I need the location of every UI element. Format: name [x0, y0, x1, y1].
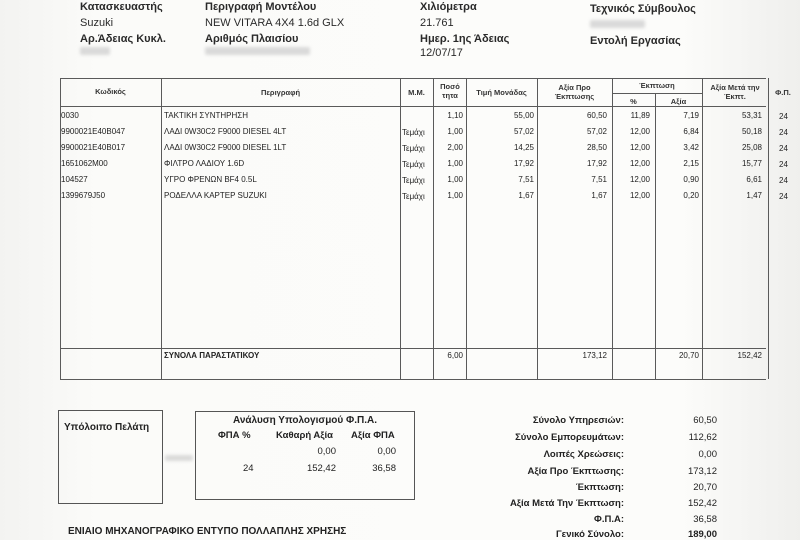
row-vat: 24 [779, 128, 788, 137]
customer-balance-box [58, 410, 163, 504]
customer-balance-label: Υπόλοιπο Πελάτη [64, 422, 150, 433]
col-line [400, 78, 401, 379]
vat-row-net: 152,42 [306, 463, 336, 474]
redacted-advisor [590, 20, 645, 28]
row-unit: Τεμάχι [402, 192, 425, 201]
summary-value: 112,62 [688, 432, 717, 443]
row-value-after: 1,47 [746, 191, 762, 200]
summary-value: 152,42 [687, 498, 717, 509]
row-description: ΤΑΚΤΙΚΗ ΣΥΝΤΗΡΗΣΗ [164, 111, 248, 120]
row-unit-price: 55,00 [513, 111, 534, 120]
row-unit-price: 17,92 [513, 159, 534, 168]
discount-sub-line [613, 93, 703, 94]
row-qty: 1,00 [447, 191, 463, 200]
col-line [433, 78, 434, 379]
row-value-before: 57,02 [586, 127, 607, 136]
row-discount-value: 6,84 [683, 127, 699, 136]
totals-top-line [60, 348, 766, 349]
header-value-after: Αξία Μετά την Έκπτ. [710, 83, 760, 101]
col-line [161, 78, 162, 379]
grand-total-value: 189,00 [687, 529, 717, 540]
row-unit: Τεμάχι [402, 128, 425, 137]
vat-col-vat: Αξία ΦΠΑ [351, 430, 395, 441]
row-code: 1399679J50 [61, 191, 106, 200]
row-discount-pct: 12,00 [629, 159, 650, 168]
row-value-before: 17,92 [586, 159, 607, 168]
row-discount-value: 3,42 [683, 143, 699, 152]
row-discount-pct: 11,89 [630, 111, 650, 120]
redacted-mark [165, 455, 193, 461]
vat-col-rate: ΦΠΑ % [218, 430, 251, 441]
row-value-before: 60,50 [586, 111, 607, 120]
header-qty: Ποσό τητα [440, 82, 460, 100]
header-unit: Μ.Μ. [408, 88, 425, 97]
row-discount-value: 7,19 [683, 111, 699, 120]
col-line [537, 78, 538, 379]
vat-row-net: 0,00 [317, 446, 336, 457]
work-order-label: Εντολή Εργασίας [590, 35, 681, 47]
row-code: 1651062M00 [61, 159, 108, 168]
col-line [612, 78, 613, 379]
row-value-before: 7,51 [591, 175, 607, 184]
col-line [702, 78, 703, 379]
row-vat: 24 [779, 112, 788, 121]
row-discount-pct: 12,00 [629, 143, 650, 152]
chassis-label: Αριθμός Πλαισίου [205, 33, 299, 45]
row-description: ΛΑΔΙ 0W30C2 F9000 DIESEL 1LT [164, 143, 287, 152]
vat-row-vat: 0,00 [377, 446, 396, 457]
col-line [466, 78, 467, 379]
row-description: ΛΑΔΙ 0W30C2 F9000 DIESEL 4LT [164, 127, 287, 136]
summary-label: Σύνολο Εμπορευμάτων: [515, 432, 624, 443]
first-license-value: 12/07/17 [420, 47, 463, 59]
redacted-chassis [205, 47, 310, 55]
totals-label: ΣΥΝΟΛΑ ΠΑΡΑΣΤΑΤΙΚΟΥ [164, 351, 260, 360]
row-qty: 1,00 [447, 127, 463, 136]
row-vat: 24 [779, 176, 788, 185]
header-discount-value: Αξία [670, 97, 687, 106]
totals-discount-value: 20,70 [678, 351, 699, 360]
summary-label: Γενικό Σύνολο: [555, 529, 624, 540]
summary-label: Φ.Π.Α: [594, 514, 624, 525]
row-vat: 24 [779, 192, 788, 201]
tech-advisor-label: Τεχνικός Σύμβουλος [590, 3, 696, 15]
row-value-after: 50,18 [741, 127, 762, 136]
km-value: 21.761 [420, 17, 454, 29]
row-unit-price: 1,67 [518, 191, 534, 200]
row-unit-price: 7,51 [518, 175, 534, 184]
manufacturer-label: Κατασκευαστής [80, 1, 163, 13]
row-description: ΦΙΛΤΡΟ ΛΑΔΙΟΥ 1.6D [164, 159, 245, 168]
vat-analysis-box [195, 411, 415, 500]
vat-col-net: Καθαρή Αξία [276, 430, 333, 441]
row-value-after: 6,61 [746, 175, 762, 184]
row-value-before: 28,50 [586, 143, 607, 152]
row-code: 0030 [61, 111, 79, 120]
row-unit: Τεμάχι [402, 160, 425, 169]
totals-value-before: 173,12 [582, 351, 607, 360]
row-discount-pct: 12,00 [629, 191, 650, 200]
row-code: 9900021E40B047 [61, 127, 126, 136]
header-code: Κωδικός [95, 87, 126, 96]
row-unit-price: 14,25 [513, 143, 534, 152]
summary-label: Λοιπές Χρεώσεις: [543, 449, 624, 460]
manufacturer-value: Suzuki [80, 17, 114, 29]
table-bottom-line [60, 379, 766, 380]
row-unit-price: 57,02 [513, 127, 534, 136]
row-description: ΥΓΡΟ ΦΡΕΝΩΝ BF4 0.5L [164, 175, 257, 184]
header-unit-price: Τιμή Μονάδας [476, 88, 527, 97]
summary-label: Σύνολο Υπηρεσιών: [532, 415, 624, 426]
summary-value: 173,12 [687, 466, 717, 477]
row-description: ΡΟΔΕΛΛΑ ΚΑΡΤΕΡ SUZUKI [164, 191, 267, 200]
footer-text: ΕΝΙΑΙΟ ΜΗΧΑΝΟΓΡΑΦΙΚΟ ΕΝΤΥΠΟ ΠΟΛΛΑΠΛΗΣ ΧΡΗΣΗΣ [68, 526, 347, 537]
row-unit: Τεμάχι [402, 144, 425, 153]
summary-label: Έκπτωση: [575, 482, 624, 493]
row-code: 104527 [61, 175, 88, 184]
header-discount-pct: % [630, 97, 637, 106]
redacted-license [80, 47, 110, 55]
header-description: Περιγραφή [260, 88, 301, 97]
totals-qty: 6,00 [447, 351, 463, 360]
km-label: Χιλιόμετρα [420, 1, 477, 13]
summary-value: 0,00 [698, 449, 717, 460]
row-qty: 2,00 [447, 143, 463, 152]
header-vat: Φ.Π. [775, 88, 791, 97]
totals-value-after: 152,42 [737, 351, 762, 360]
row-qty: 1,00 [447, 175, 463, 184]
col-line [768, 78, 769, 379]
row-value-before: 1,67 [591, 191, 607, 200]
row-value-after: 15,77 [741, 159, 762, 168]
row-unit: Τεμάχι [402, 176, 425, 185]
row-code: 9900021E40B017 [61, 143, 126, 152]
summary-value: 36,58 [693, 514, 717, 525]
row-vat: 24 [779, 160, 788, 169]
model-label: Περιγραφή Μοντέλου [205, 1, 317, 13]
summary-label: Αξία Μετά Την Έκπτωση: [509, 498, 624, 509]
table-top-line [60, 78, 766, 79]
table-header-bottom [60, 106, 766, 107]
vat-analysis-title: Ανάλυση Υπολογισμού Φ.Π.Α. [232, 415, 378, 426]
row-discount-value: 0,90 [683, 175, 699, 184]
row-value-after: 25,08 [741, 143, 762, 152]
col-line [60, 78, 61, 379]
row-vat: 24 [779, 144, 788, 153]
row-qty: 1,10 [447, 111, 463, 120]
model-value: NEW VITARA 4X4 1.6d GLX [205, 17, 345, 29]
vat-row-rate: 24 [243, 463, 254, 474]
row-discount-pct: 12,00 [629, 175, 650, 184]
license-label: Αρ.Άδειας Κυκλ. [80, 33, 166, 45]
row-qty: 1,00 [447, 159, 463, 168]
first-license-label: Ημερ. 1ης Άδειας [420, 33, 510, 45]
row-discount-value: 0,20 [683, 191, 699, 200]
header-value-before: Αξία Προ Έκπτωσης [554, 83, 595, 101]
summary-value: 20,70 [693, 482, 717, 493]
summary-value: 60,50 [693, 415, 717, 426]
row-discount-pct: 12,00 [629, 127, 650, 136]
row-discount-value: 2,15 [683, 159, 699, 168]
summary-label: Αξία Προ Έκπτωσης: [527, 466, 624, 477]
row-value-after: 53,31 [741, 111, 762, 120]
vat-row-vat: 36,58 [372, 463, 396, 474]
header-discount: Έκπτωση [639, 81, 675, 90]
